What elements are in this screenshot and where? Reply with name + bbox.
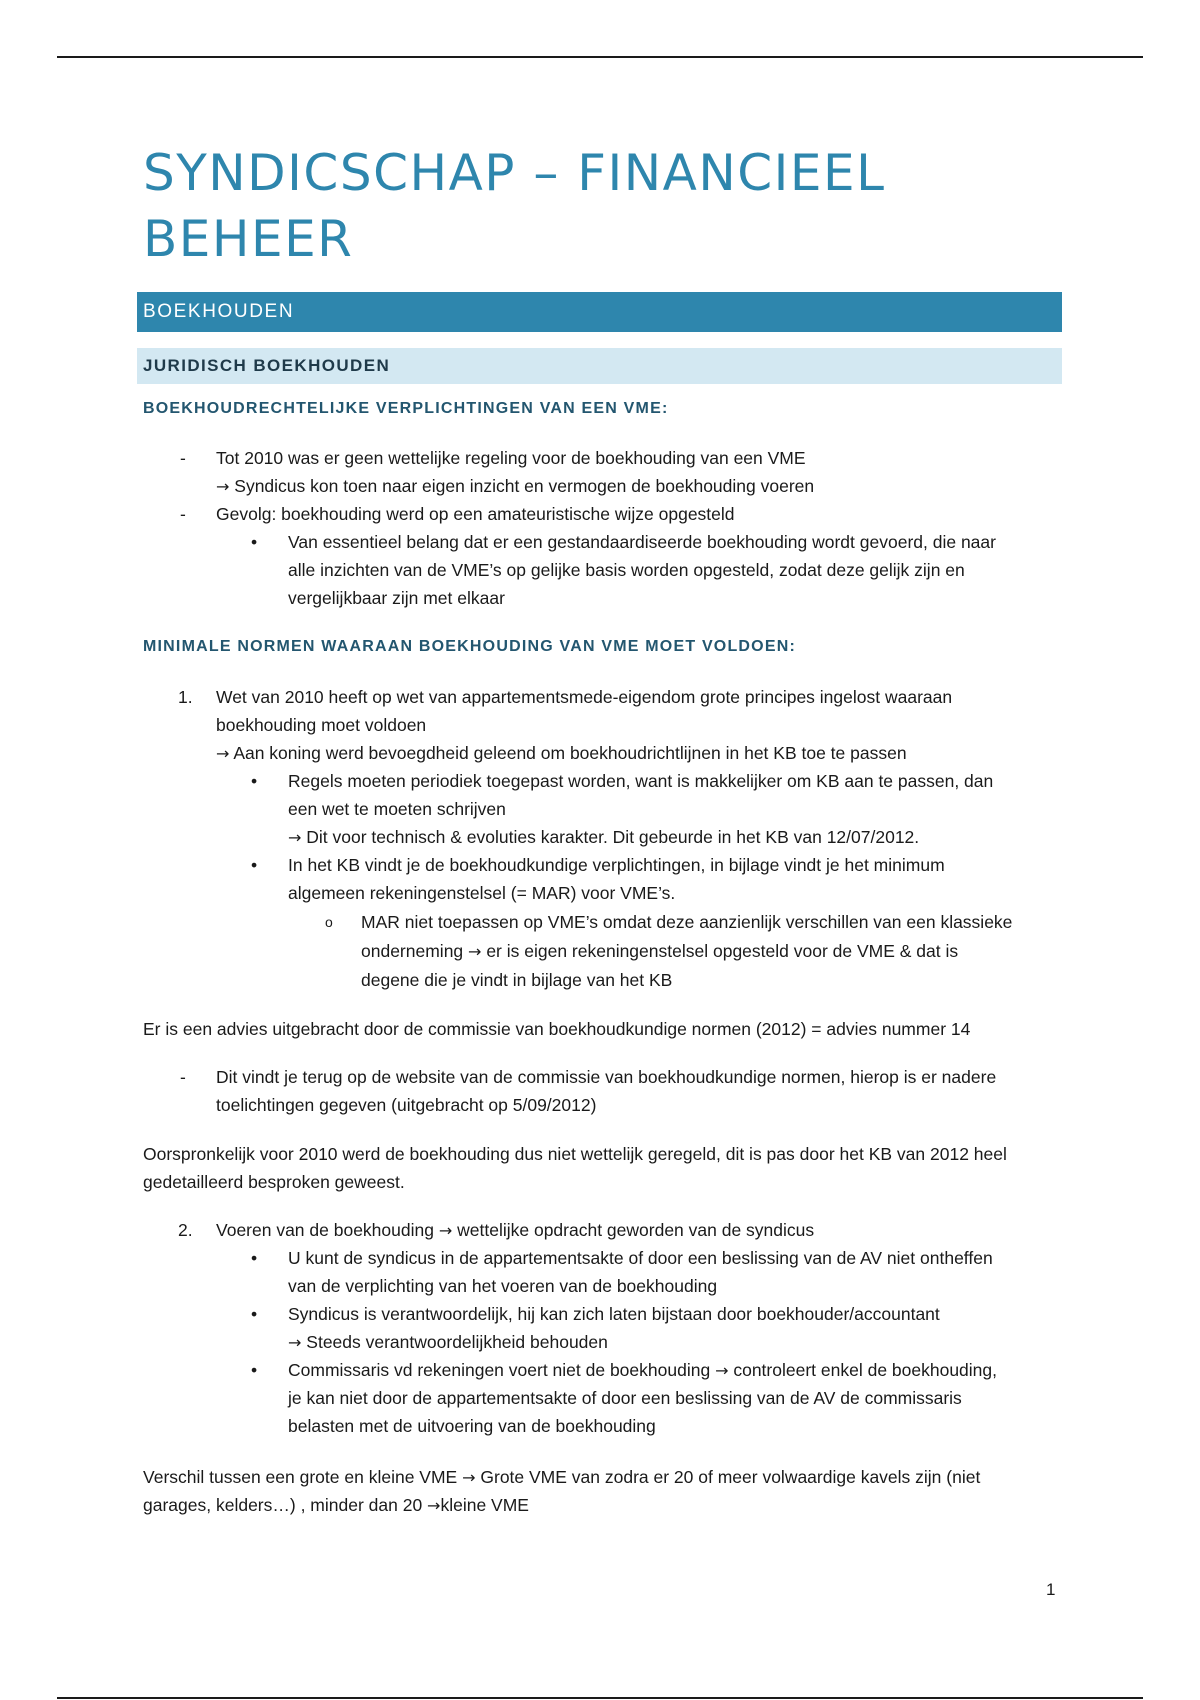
list-item-text: In het KB vindt je de boekhoudkundige verplichtingen, in bijlage vindt je het minimum bbox=[288, 855, 945, 875]
dash-marker: - bbox=[180, 1067, 186, 1087]
top-rule bbox=[57, 56, 1143, 58]
paragraph-text: gedetailleerd besproken geweest. bbox=[143, 1172, 405, 1192]
bullet-marker: • bbox=[251, 532, 258, 552]
paragraph-text: Oorspronkelijk voor 2010 werd de boekhouding dus niet wettelijk geregeld, dit is pas door het KB van 2012 heel bbox=[143, 1144, 1007, 1164]
list-item-text: toelichtingen gegeven (uitgebracht op 5/09/2012) bbox=[216, 1095, 597, 1115]
list-item-text: Van essentieel belang dat er een gestandaardiseerde boekhouding wordt gevoerd, die naar bbox=[288, 532, 996, 552]
paragraph-text: garages, kelders…) , minder dan 20 →kleine VME bbox=[143, 1495, 529, 1515]
dash-marker: - bbox=[180, 504, 186, 524]
list-item-text: → Dit voor technisch & evoluties karakter. Dit gebeurde in het KB van 12/07/2012. bbox=[288, 827, 920, 847]
list-item-text: degene die je vindt in bijlage van het KB bbox=[361, 970, 673, 990]
list-item-text: onderneming → er is eigen rekeningenstelsel opgesteld voor de VME & dat is bbox=[361, 941, 959, 961]
list-item-text: een wet te moeten schrijven bbox=[288, 799, 506, 819]
section-heading-verplichtingen: BOEKHOUDRECHTELIJKE VERPLICHTINGEN VAN EEN VME: bbox=[143, 400, 669, 417]
heading-1-boekhouden: BOEKHOUDEN bbox=[137, 292, 1062, 332]
list-item-text: van de verplichting van het voeren van de boekhouding bbox=[288, 1276, 718, 1296]
list-item-text: boekhouding moet voldoen bbox=[216, 715, 427, 735]
document-title: SYNDICSCHAP – FINANCIEEL BEHEER bbox=[143, 144, 886, 268]
dash-marker: - bbox=[180, 448, 186, 468]
list-item-text: Wet van 2010 heeft op wet van appartementsmede-eigendom grote principes ingelost waaraan bbox=[216, 687, 953, 707]
bottom-rule bbox=[57, 1697, 1143, 1699]
list-item-text: Commissaris vd rekeningen voert niet de boekhouding → controleert enkel de boekhouding, bbox=[288, 1360, 998, 1380]
list-item-text: Syndicus is verantwoordelijk, hij kan zich laten bijstaan door boekhouder/accountant bbox=[288, 1304, 940, 1324]
arrow-icon: → bbox=[216, 477, 230, 496]
list-item-text: Voeren van de boekhouding → wettelijke opdracht geworden van de syndicus bbox=[216, 1220, 815, 1240]
list-item-text: → Steeds verantwoordelijkheid behouden bbox=[288, 1332, 608, 1352]
list-item-text: alle inzichten van de VME’s op gelijke basis worden opgesteld, zodat deze gelijk zijn en bbox=[288, 560, 965, 580]
bullet-marker: • bbox=[251, 771, 258, 791]
list-item-text: → Aan koning werd bevoegdheid geleend om boekhoudrichtlijnen in het KB toe te passen bbox=[216, 743, 907, 763]
arrow-icon: → bbox=[288, 1333, 302, 1352]
page-number: 1 bbox=[1046, 1580, 1056, 1599]
list-item-text: Dit vindt je terug op de website van de commissie van boekhoudkundige normen, hierop is er nadere bbox=[216, 1067, 997, 1087]
bullet-marker: • bbox=[251, 1304, 258, 1324]
list-item-text: Regels moeten periodiek toegepast worden, want is makkelijker om KB aan te passen, dan bbox=[288, 771, 994, 791]
number-marker: 1. bbox=[178, 687, 193, 707]
paragraph-advies: Er is een advies uitgebracht door de commissie van boekhoudkundige normen (2012) = advies nummer 14 bbox=[143, 1019, 971, 1039]
paragraph-text: Verschil tussen een grote en kleine VME → Grote VME van zodra er 20 of meer volwaardige kavels zijn (niet bbox=[143, 1467, 981, 1487]
document-header bbox=[143, 140, 1063, 272]
arrow-icon: → bbox=[438, 1221, 453, 1240]
arrow-icon: → bbox=[427, 1496, 441, 1515]
list-item-text: U kunt de syndicus in de appartementsakte of door een beslissing van de AV niet ontheffen bbox=[288, 1248, 993, 1268]
list-item-text: belasten met de uitvoering van de boekhouding bbox=[288, 1416, 656, 1436]
list-item-text: → Syndicus kon toen naar eigen inzicht en vermogen de boekhouding voeren bbox=[216, 476, 815, 496]
number-marker: 2. bbox=[178, 1220, 193, 1240]
arrow-icon: → bbox=[468, 942, 482, 961]
arrow-icon: → bbox=[462, 1468, 476, 1487]
bullet-marker: • bbox=[251, 855, 258, 875]
section-heading-minimale-normen: MINIMALE NORMEN WAARAAN BOEKHOUDING VAN VME MOET VOLDOEN: bbox=[143, 638, 796, 655]
list-item-text: Gevolg: boekhouding werd op een amateuristische wijze opgesteld bbox=[216, 504, 735, 524]
heading-2-juridisch-boekhouden: JURIDISCH BOEKHOUDEN bbox=[137, 348, 1062, 384]
list-item-text: vergelijkbaar zijn met elkaar bbox=[288, 588, 505, 608]
circle-marker: o bbox=[325, 914, 333, 930]
arrow-icon: → bbox=[216, 744, 230, 763]
list-item-text: je kan niet door de appartementsakte of door een beslissing van de AV de commissaris bbox=[288, 1388, 962, 1408]
bullet-marker: • bbox=[251, 1360, 258, 1380]
list-item-text: MAR niet toepassen op VME’s omdat deze aanzienlijk verschillen van een klassieke bbox=[361, 912, 1013, 932]
bullet-marker: • bbox=[251, 1248, 258, 1268]
arrow-icon: → bbox=[715, 1361, 729, 1380]
list-item-text: Tot 2010 was er geen wettelijke regeling voor de boekhouding van een VME bbox=[216, 448, 806, 468]
list-item-text: algemeen rekeningenstelsel (= MAR) voor VME’s. bbox=[288, 883, 676, 903]
arrow-icon: → bbox=[288, 828, 302, 847]
